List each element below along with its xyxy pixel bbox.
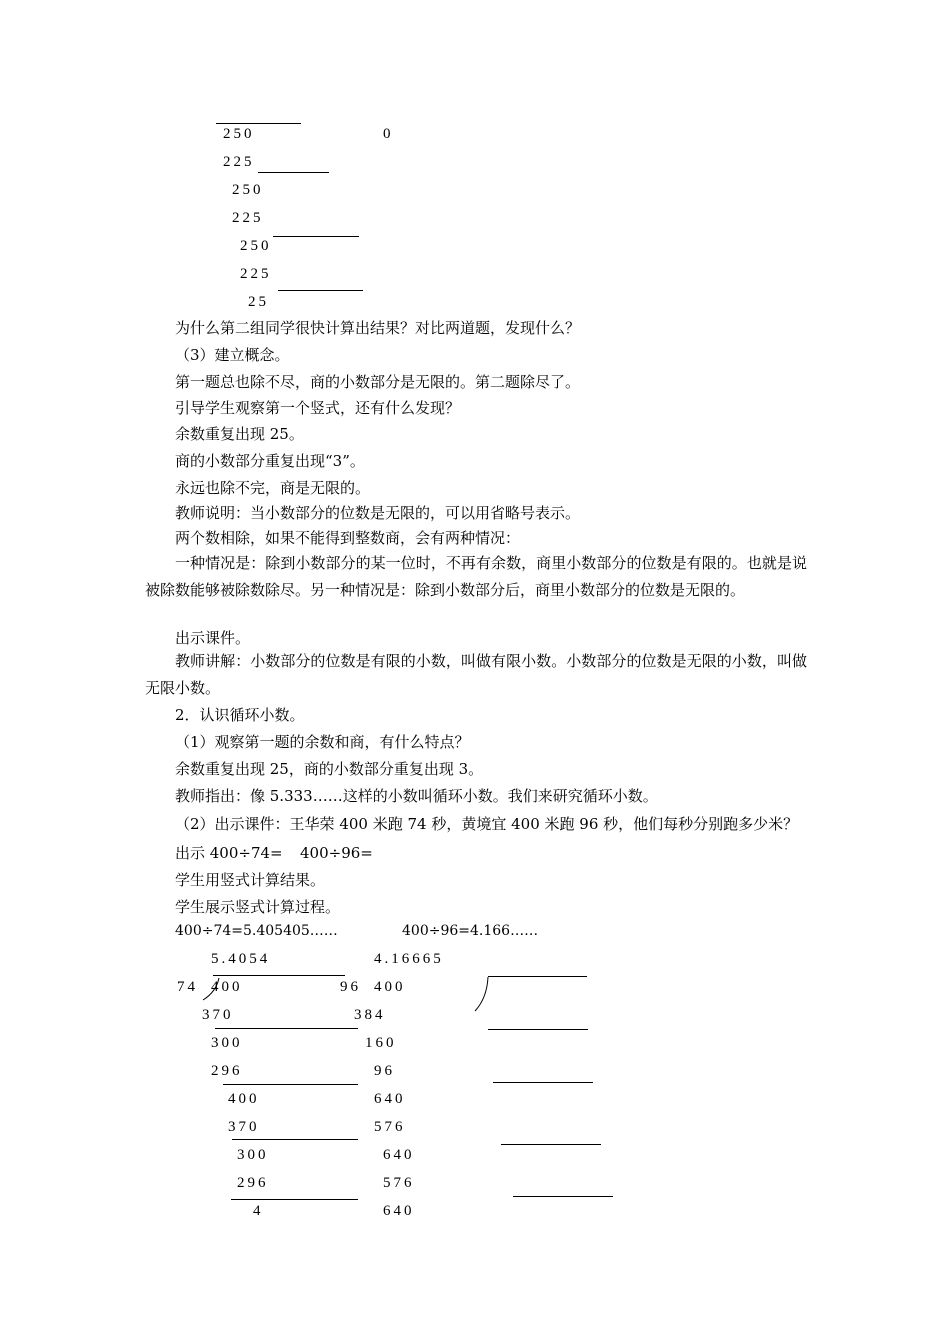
section-heading: 2．认识循环小数。	[175, 706, 305, 724]
division-row: 250	[240, 238, 272, 254]
division-row: 640	[383, 1147, 415, 1163]
section-heading: （3）建立概念。	[175, 346, 290, 364]
body-text: 出示课件。	[175, 629, 251, 647]
body-text: 余数重复出现 25。	[175, 425, 304, 443]
division-dividend: 400	[211, 979, 243, 995]
division-row: 370	[228, 1119, 260, 1135]
body-text: 教师说明：当小数部分的位数是无限的，可以用省略号表示。	[175, 504, 581, 522]
body-paragraph: 一种情况是：除到小数部分的某一位时，不再有余数，商里小数部分的位数是有限的。也就是说被除数能够被除数除尽。另一种情况是：除到小数部分后，商里小数部分的位数是无限的。	[145, 554, 807, 599]
body-text: 教师指出：像 5.333……这样的小数叫循环小数。我们来研究循环小数。	[175, 787, 658, 805]
question-text: 为什么第二组同学很快计算出结果？对比两道题，发现什么？	[175, 319, 581, 337]
division-row: 160	[365, 1035, 397, 1051]
body-text: 出示 400÷74=	[175, 844, 283, 862]
division-row: 25	[248, 294, 269, 310]
body-text: 第一题总也除不尽，商的小数部分是无限的。第二题除尽了。	[175, 373, 581, 391]
division-row: 296	[211, 1063, 243, 1079]
division-bracket-blank	[475, 977, 488, 1011]
body-text: 400÷96=	[300, 844, 373, 862]
division-dividend: 400	[374, 979, 406, 995]
body-text: 学生用竖式计算结果。	[175, 871, 326, 889]
division-row: 400	[228, 1091, 260, 1107]
division-divisor: 74	[177, 979, 198, 995]
division-row: 250	[232, 182, 264, 198]
division-row: 96	[374, 1063, 395, 1079]
body-text: （2）出示课件：王华荣 400 米跑 74 秒，黄境宜 400 米跑 96 秒，他们每秒分别跑多少米？	[175, 815, 799, 833]
division-row: 300	[211, 1035, 243, 1051]
division-row: 370	[202, 1007, 234, 1023]
body-text: 永远也除不完，商是无限的。	[175, 479, 371, 497]
division-quotient: 5.4054	[211, 951, 271, 967]
division-quotient: 4.16665	[374, 951, 444, 967]
division-row: 300	[237, 1147, 269, 1163]
equation: 400÷96=4.166……	[402, 923, 539, 939]
division-side-digit: 0	[383, 126, 394, 142]
body-text: 两个数相除，如果不能得到整数商，会有两种情况：	[175, 529, 521, 547]
division-row: 640	[383, 1203, 415, 1219]
body-text: 余数重复出现 25，商的小数部分重复出现 3。	[175, 760, 484, 778]
body-text: 引导学生观察第一个竖式，还有什么发现？	[175, 399, 461, 417]
division-row: 576	[383, 1175, 415, 1191]
division-row: 225	[240, 266, 272, 282]
division-row: 250	[223, 126, 255, 142]
division-row: 384	[354, 1007, 386, 1023]
division-row: 4	[253, 1203, 264, 1219]
division-row: 296	[237, 1175, 269, 1191]
body-text: 学生展示竖式计算过程。	[175, 898, 341, 916]
division-row: 640	[374, 1091, 406, 1107]
body-paragraph: 教师讲解：小数部分的位数是有限的小数，叫做有限小数。小数部分的位数是无限的小数，叫做无限小数。	[145, 652, 807, 697]
body-text: 商的小数部分重复出现“3”。	[175, 452, 365, 470]
division-row: 225	[232, 210, 264, 226]
division-divisor: 96	[340, 979, 361, 995]
body-text: （1）观察第一题的余数和商，有什么特点？	[175, 733, 470, 751]
equation: 400÷74=5.405405……	[175, 923, 338, 939]
division-row: 576	[374, 1119, 406, 1135]
division-row: 225	[223, 154, 255, 170]
division-bracket-74	[203, 978, 219, 1000]
